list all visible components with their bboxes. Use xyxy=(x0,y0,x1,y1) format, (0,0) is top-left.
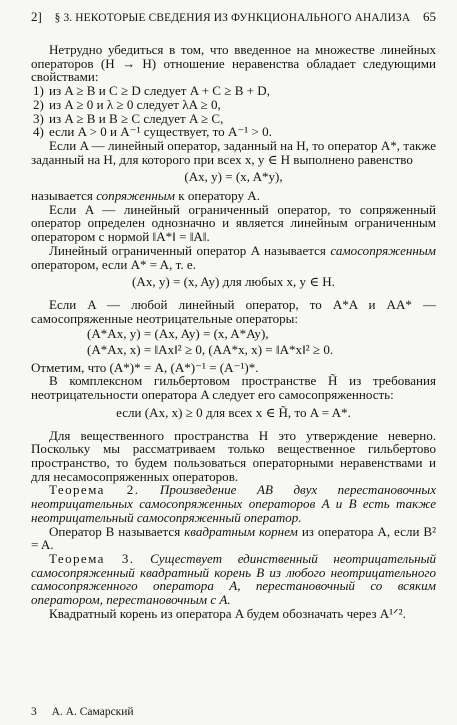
theorem-3 xyxy=(31,552,436,607)
list-item: 3) из A ≥ B и B ≥ C следует A ≥ C, xyxy=(33,110,224,126)
signature-mark: 3 xyxy=(31,706,37,718)
paragraph-complex: В комплексном гильбертовом пространстве H̃ из требования неотрицательности оператора A следует его самосопряженность: xyxy=(31,373,436,403)
paragraph-sqrt-def: Оператор B называется квадратным корнем из оператора A, если B² = A. xyxy=(31,523,436,553)
page-footer xyxy=(31,706,134,718)
paragraph-real-space: Для вещественного пространства H это утверждение неверно. Поскольку мы рассматриваем только вещественное гильбертово пространство, то будем пользоваться операторными неравенствами и для несамосопряженных операторов. xyxy=(31,427,436,484)
equation-adjoint: (Ax, y) = (x, A*y), xyxy=(184,169,283,185)
theorem-2-text: Произведение AB двух перестановочных неотрицательных самосопряженных операторов A и B есть также неотрицательный самосопряженный оператор. xyxy=(31,482,436,525)
theorem-2 xyxy=(31,483,436,524)
page-number: 65 xyxy=(423,9,436,24)
paragraph-note: Отметим, что (A*)* = A, (A*)⁻¹ = (A⁻¹)*. xyxy=(31,359,259,375)
list-item: 4) если A > 0 и A⁻¹ существует, то A⁻¹ > 0. xyxy=(33,124,272,140)
term-selfadjoint: самосопряженным xyxy=(330,242,436,258)
paragraph-sqrt-notation: Квадратный корень из оператора A будем обозначать через A¹ᐟ². xyxy=(49,605,406,621)
theorem-2-label: Теорема 2. xyxy=(49,482,140,498)
term-sqrt: квадратным корнем xyxy=(184,523,298,539)
header-page-ref: 2] xyxy=(31,9,42,24)
author-name: А. А. Самарский xyxy=(51,706,134,718)
page-header xyxy=(31,9,436,27)
term-adjoint: сопряженным xyxy=(96,188,175,204)
equation-complex: если (Ax, x) ≥ 0 для всех x ∈ H̃, то A = A*. xyxy=(116,404,351,420)
paragraph-adjoint: Если A — линейный оператор, заданный на H, то оператор A*, также заданный на H, для которого при всех x, y ∈ H выполнено равенство xyxy=(31,137,436,167)
page-body xyxy=(31,43,436,620)
list-item: 2) из A ≥ 0 и λ ≥ 0 следует λA ≥ 0, xyxy=(33,96,221,112)
paragraph-nonneg: Если A — любой линейный оператор, то A*A и AA* — самосопряженные неотрицательные операторы: xyxy=(31,296,436,326)
properties-list xyxy=(31,84,436,139)
equation-nonneg-1: (A*Ax, y) = (Ax, Ay) = (x, A*Ay), xyxy=(87,326,269,342)
paragraph-adjoint-named: называется сопряженным к оператору A. xyxy=(31,188,260,204)
equation-selfadjoint: (Ax, y) = (x, Ay) для любых x, y ∈ H. xyxy=(132,274,335,290)
list-item: 1) из A ≥ B и C ≥ D следует A + C ≥ B + D, xyxy=(33,83,270,99)
paragraph-selfadjoint: Линейный ограниченный оператор A называется самосопряженным оператором, если A* = A, т. е. xyxy=(31,242,436,272)
running-title: § 3. НЕКОТОРЫЕ СВЕДЕНИЯ ИЗ ФУНКЦИОНАЛЬНОГО АНАЛИЗА xyxy=(54,12,411,24)
paragraph-bounded-adjoint: Если A — линейный ограниченный оператор, то сопряженный оператор определен однозначно и является линейным ограниченным оператором с нормой ‖A*‖ = ‖A‖. xyxy=(31,201,436,245)
theorem-3-text: Существует единственный неотрицательный самосопряженный квадратный корень B из любого неотрицательного самосопряженного оператора A, перестановочный со всяким оператором, перестановочным с A. xyxy=(31,550,436,608)
paragraph-intro: Нетрудно убедиться в том, что введенное на множестве линейных операторов (H → H) отношение неравенства обладает следующими свойствами: xyxy=(31,42,436,85)
theorem-3-label: Теорема 3. xyxy=(49,550,135,566)
equation-nonneg-2: (A*Ax, x) = ‖Ax‖² ≥ 0, (AA*x, x) = ‖A*x‖² ≥ 0. xyxy=(87,342,334,358)
